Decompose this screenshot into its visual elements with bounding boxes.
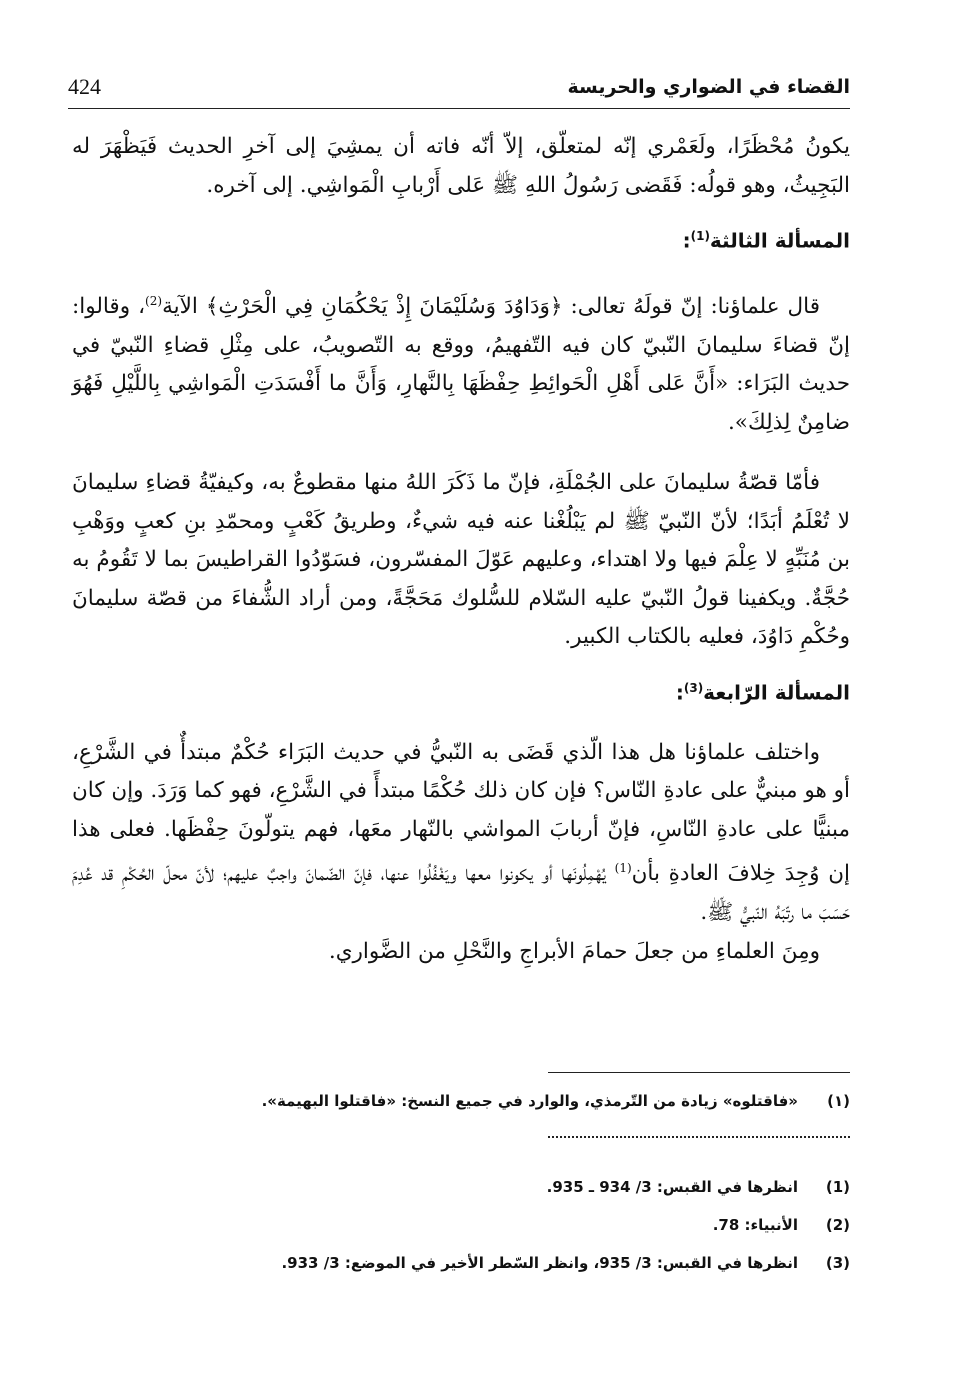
page-header	[68, 74, 850, 110]
footnote-text: انظرها في القبس: 3/ 935، وانظر السّطر الأخير في الموضع: 3/ 933.	[281, 1254, 798, 1272]
running-title: القضاء في الضواري والحريسة	[567, 76, 850, 98]
section-heading-4-text: المسألة الرّابعة	[703, 680, 850, 705]
footnote-ref: (2)	[145, 294, 163, 309]
footnote-item	[72, 1174, 850, 1200]
paragraph-3: فأمّا قصّةُ سليمانَ على الجُمْلَةِ، فإنّ ما ذَكَرَ اللهُ منها مقطوعٌ به، وكيفيّةُ قضاءِ سليمانَ لا تُعْلَمُ أبَدًا؛ لأنّ النّبيّ ﷺ لم يَبْلُغْنا عنه فيه شيءٌ، وطريقُ كَعْبٍ ومحمّدِ بنِ كعبٍ ووَهْبِ بن مُنَبِّهٍ لا عِلْمَ فيها ولا اهتداء، وعليهم عَوّلَ المفسّرون، فسَوّدُوا القراطيسَ بما لا تَقُومُ به حُجَّةٌ. ويكفينا قولُ النّبيّ عليه السّلام للسُّلوك مَحَجَّةً، ومن أراد الشُّفاءَ من قصّة سليمانَ وحُكْمِ دَاوُدَ، فعليه بالكتاب الكبير.	[72, 470, 850, 650]
main-text	[72, 128, 850, 971]
footnote-number: (3)	[825, 1254, 850, 1272]
footnote-item	[72, 1250, 850, 1276]
paragraph-5: ومِنَ العلماءِ من جعلَ حمامَ الأبراجِ والنَّحْلِ من الضَّواري.	[328, 938, 820, 964]
editor-footnotes	[72, 1174, 850, 1288]
section-heading-3-text: المسألة الثالثة	[709, 228, 850, 253]
footnote-number: (2)	[825, 1216, 850, 1234]
paragraph-4-b: يُهْمِلُونَها أو يكونوا معها ويَغْفُلُوا عنها، فإنّ الضّمانَ واجبٌ عليهم؛ لأنّ محلّ الحُكْمِ قد عُدِمَ حَسَبَ ما رتّبَهُ النّبيُّ ﷺ.	[72, 861, 850, 926]
footnote-rule	[548, 1072, 850, 1073]
section-heading-3: المسألة الثالثة$^{(1)}$:	[682, 228, 850, 253]
footnote-text: الأنبياء: 78.	[712, 1216, 798, 1234]
footnote-item	[72, 1212, 850, 1238]
footnote-ref: (1)	[690, 229, 710, 243]
footnote-text: «فاقتلوه» زيادة من التّرمذي، والوارد في جميع النسخ: «فاقتلوا البهيمة».	[261, 1092, 798, 1110]
paragraph-4	[72, 734, 850, 933]
page-number: 424	[68, 74, 101, 99]
footnote-number: (1)	[825, 1178, 850, 1196]
footnote-divider-dotted	[548, 1136, 850, 1138]
footnote-ref: (3)	[683, 680, 704, 695]
paragraph-2	[72, 282, 850, 442]
header-rule	[68, 108, 850, 109]
footnote-number: (١)	[827, 1092, 850, 1110]
footnote-text: انظرها في القبس: 3/ 934 ـ 935.	[546, 1178, 798, 1196]
footnote-item	[72, 1088, 850, 1114]
text-footnotes	[72, 1088, 850, 1126]
section-heading-4: المسألة الرّابعة$^{(3)}$:	[675, 680, 850, 705]
paragraph-2-b: ، وقالوا: إنّ قضاءَ سليمانَ النّبيّ كان فيه التّفهيمُ، ووقع به التّصويبُ، على مِثْلِ قضاءِ النّبيّ في حديث البَرَاء: «أَنَّ عَلى أَهْلِ الْحَوائِطِ حِفْظَهَا بِالنَّهارِ، وَأَنَّ ما أَفْسَدَتِ الْمَواشِي بِاللَّيْلِ فَهُوَ ضامِنٌ لِذلِكَ».	[72, 294, 850, 435]
footnote-ref: (1)	[614, 861, 632, 876]
paragraph-4-a: واختلف علماؤنا هل هذا الّذي قَضَى به النّبيُّ في حديث البَرَاء حُكْمٌ مبتدأٌ في الشَّرْعِ، أو هو مبنيٌّ على عادةِ النّاس؟ فإن كان ذلك حُكْمًا مبتدأً في الشَّرْعِ، فهو كما وَرَدَ. وإن كان مبنيًّا على عادةِ النّاسِ، فإنّ أربابَ المواشي بالنّهار معَها، فهم يتولّونَ حِفْظَها. فعلى هذا إن وُجِدَ خِلافَ العادةِ بأن	[72, 739, 850, 887]
paragraph-2-a: قال علماؤنا: إنّ قولَهُ تعالى: ﴿وَدَاوُدَ وَسُلَيْمَانَ إِذْ يَحْكُمَانِ فِي الْحَرْثِ﴾ الآية	[162, 294, 820, 320]
paragraph-1: يكونُ مُحْظَرًا، ولَعَمْري إنّه لمتعلّق، إلاّ أنّه فاته أن يمشِيَ إلى آخرِ الحديث فَيَظْهَرَ له البَجِيثُ، وهو قولُه: فَقَضى رَسُولُ اللهِ ﷺ عَلى أَرْبابِ الْمَواشِي. إلى آخره.	[72, 134, 850, 198]
